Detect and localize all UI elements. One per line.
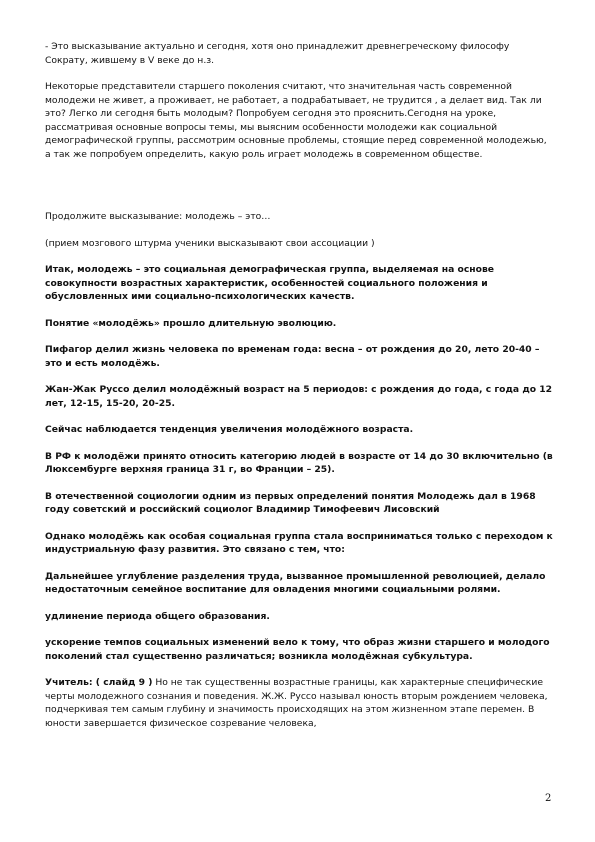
paragraph-trend: Сейчас наблюдается тенденция увеличения молодёжного возраста. — [45, 424, 414, 435]
paragraph-prompt: Продолжите высказывание: молодежь – это… — [45, 211, 271, 222]
paragraph-socrates: - Это высказывание актуально и сегодня, хотя оно принадлежит древнегреческому философу Сократу, жившему в V веке до н.з. — [45, 41, 510, 66]
teacher-text: Но не так существенны возрастные границы, как характерные специфические черты молодежного сознания и поведения. Ж.Ж. Руссо называл юность вторым рождением человека, подчеркивая тем самым глубину и значимость происходящих на этом жизненном этапе перемен. В юности завершается физическое созревание человека, — [45, 677, 548, 729]
paragraph-pythagoras: Пифагор делил жизнь человека по временам года: весна – от рождения до 20, лето 20-40 – это и есть молодёжь. — [45, 344, 540, 369]
paragraph-russia: В РФ к молодёжи принято относить категорию людей в возрасте от 14 до 30 включительно (в Люксембурге верхняя граница 31 г, во Франции – 25). — [45, 450, 553, 475]
paragraph-division-of-labor: Дальнейшее углубление разделения труда, вызванное промышленной революцией, делало недостаточным семейное воспитание для овладения многими социальными ролями. — [45, 570, 546, 595]
paragraph-teacher — [45, 676, 553, 730]
paragraph-evolution: Понятие «молодёжь» прошло длительную эволюцию. — [45, 317, 337, 329]
paragraph-lisovsky: В отечественной социологии одним из первых определений понятия Молодежь дал в 1968 году советский и российский социолог Владимир Тимофеевич Лисовский — [45, 490, 536, 515]
paragraph-intro: Некоторые представители старшего поколения считают, что значительная часть современной молодежи не живет, а проживает, не работает, а подрабатывает, не трудится , а делает вид. Так ли это? Легко ли сегодня быть молодым? Попробуем сегодня это прояснить.Сегодня на уроке, рассматривая основные вопросы темы, мы выясним особенности молодежи как социальной демографической группы, рассмотрим основные проблемы, стоящие перед современной молодежью, а так же попробуем определить, какую роль играет молодежь в современном обществе. — [45, 81, 547, 160]
page-number: 2 — [545, 793, 552, 804]
paragraph-rousseau: Жан-Жак Руссо делил молодёжный возраст на 5 периодов: с рождения до года, с года до 12 лет, 12-15, 15-20, 20-25. — [45, 384, 553, 409]
paragraph-education: удлинение периода общего образования. — [45, 610, 270, 622]
page-body — [45, 40, 553, 743]
paragraph-definition: Итак, молодежь – это социальная демографическая группа, выделяемая на основе совокупности возрастных характеристик, особенностей социального положения и обусловленных ими социально-психологических качеств. — [45, 264, 494, 302]
spacer — [45, 174, 553, 210]
paragraph-brainstorm: (прием мозгового штурма ученики высказывают свои ассоциации ) — [45, 237, 375, 249]
teacher-label: Учитель: ( слайд 9 ) — [45, 677, 153, 688]
paragraph-industrial: Однако молодёжь как особая социальная группа стала восприниматься только с переходом к индустриальную фазу развития. Это связано с тем, что: — [45, 530, 553, 555]
paragraph-subculture: ускорение темпов социальных изменений вело к тому, что образ жизни старшего и молодого поколений стал существенно различаться; возникла молодёжная субкультура. — [45, 637, 550, 662]
